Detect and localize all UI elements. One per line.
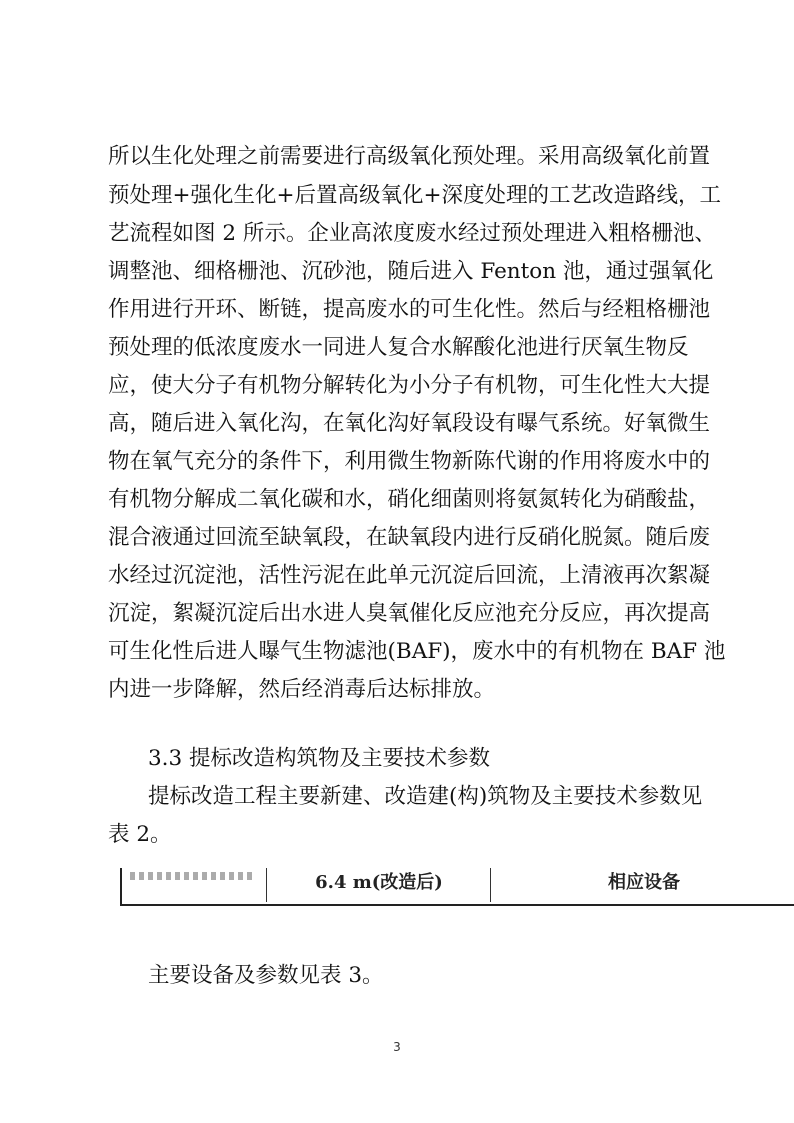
scan-artifact [130, 872, 256, 880]
section-heading: 3.3 提标改造构筑物及主要技术参数 [148, 746, 491, 771]
text-line: 内进一步降解，然后经消毒后达标排放。 [108, 677, 496, 702]
text-line: 可生化性后进人曝气生物滤池(BAF)，废水中的有机物在 BAF 池 [108, 639, 726, 664]
text-line: 预处理的低浓度废水一同进人复合水解酸化池进行厌氧生物反 [108, 335, 689, 360]
text-line: 提标改造工程主要新建、改造建(构)筑物及主要技术参数见 [148, 784, 703, 809]
table-cell: 6.4 m(改造后) [268, 868, 491, 902]
text-line: 高，随后进入氧化沟，在氧化沟好氧段设有曝气系统。好氧微生 [108, 411, 711, 436]
text-line: 物在氧气充分的条件下，利用微生物新陈代谢的作用将废水中的 [108, 449, 711, 474]
text-line: 应，使大分子有机物分解转化为小分子有机物，可生化性大大提 [108, 373, 711, 398]
text-line: 沉淀，絮凝沉淀后出水进人臭氧催化反应池充分反应，再次提高 [108, 601, 711, 626]
text-line: 所以生化处理之前需要进行高级氧化预处理。采用高级氧化前置 [108, 144, 711, 169]
text-line: 作用进行开环、断链，提高废水的可生化性。然后与经粗格栅池 [108, 297, 711, 322]
text-line: 混合液通过回流至缺氧段，在缺氧段内进行反硝化脱氮。随后废 [108, 525, 711, 550]
text-line: 水经过沉淀池，活性污泥在此单元沉淀后回流，上清液再次絮凝 [108, 563, 711, 588]
text-line: 调整池、细格栅池、沉砂池，随后进入 Fenton 池，通过强氧化 [108, 259, 714, 284]
text-line: 预处理+强化生化+后置高级氧化+深度处理的工艺改造路线，工 [108, 183, 722, 208]
body-paragraph-3: 主要设备及参数见表 3。 [148, 963, 384, 988]
text-line: 艺流程如图 2 所示。企业高浓度废水经过预处理进入粗格栅池、 [108, 221, 716, 246]
text-line: 表 2。 [108, 822, 172, 847]
text-line: 有机物分解成二氧化碳和水，硝化细菌则将氨氮转化为硝酸盐， [108, 487, 711, 512]
page-number: 3 [393, 1040, 401, 1054]
table-cell: 相应设备 [608, 872, 680, 893]
table-fragment [120, 868, 794, 906]
table-cell-smudged [122, 868, 267, 902]
